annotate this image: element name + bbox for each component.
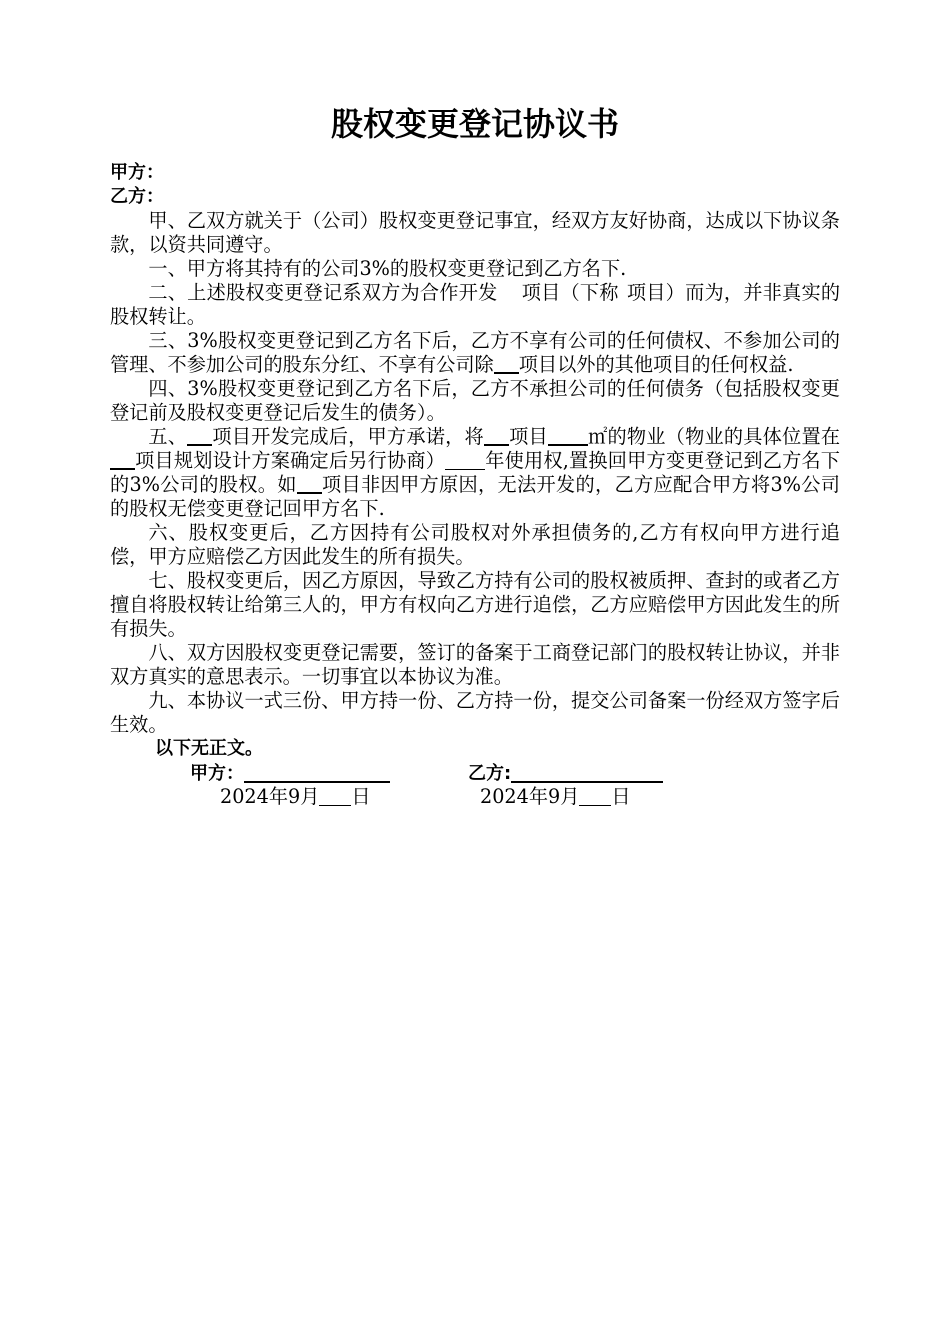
clause-3-part-b: 项目以外的其他项目的任何权益. (518, 353, 794, 376)
date-a-blank (319, 787, 351, 806)
date-b-prefix: 2024年9月 (480, 785, 580, 808)
clause-5-part-a: 五、 (148, 425, 188, 448)
clause-5-part-b: 项目开发完成后，甲方承诺，将 (212, 425, 484, 448)
clause-2-part-a: 二、上述股权变更登记系双方为合作开发 (148, 281, 498, 304)
blank-line (110, 450, 135, 470)
clause-7: 七、股权变更后，因乙方原因，导致乙方持有公司的股权被质押、查封的或者乙方擅自将股权转让给第三人的，甲方有权向乙方进行追偿，乙方应赔偿甲方因此发生的所有损失。 (110, 569, 840, 640)
clause-4: 四、3%股权变更登记到乙方名下后，乙方不承担公司的任何债务（包括股权变更登记前及股权变更登记后发生的债务）。 (110, 377, 840, 424)
clause-5 (110, 425, 840, 521)
document-title: 股权变更登记协议书 (330, 105, 619, 143)
clause-9: 九、本协议一式三份、甲方持一份、乙方持一份，提交公司备案一份经双方签字后生效。 (110, 689, 840, 736)
clause-2 (110, 281, 840, 329)
date-party-a (220, 785, 371, 809)
signature-line-a (244, 761, 390, 783)
clause-5-part-f: 年使用权,置换回甲方变更登记到乙方名下的3%公司的股权。如 (110, 449, 840, 496)
clause-2-part-b: 项目（下称 (521, 281, 619, 304)
date-a-suffix: 日 (351, 785, 371, 808)
clause-8: 八、双方因股权变更登记需要，签订的备案于工商登记部门的股权转让协议，并非双方真实的意思表示。一切事宜以本协议为准。 (110, 641, 840, 688)
date-b-blank (579, 787, 611, 806)
clause-5-part-e: 项目规划设计方案确定后另行协商） (135, 449, 446, 472)
party-a-label: 甲方： (110, 162, 164, 183)
intro-paragraph: 甲、乙双方就关于（公司）股权变更登记事宜，经双方友好协商，达成以下协议条款，以资共同遵守。 (110, 209, 840, 256)
clause-3-part-a: 三、3%股权变更登记到乙方名下后，乙方不享有公司的任何债权、不参加公司的管理、不参加公司的股东分红、不享有公司除 (110, 329, 840, 376)
party-b-label: 乙方： (110, 186, 164, 207)
clause-5-part-c: 项目 (508, 425, 548, 448)
blank-line (297, 474, 322, 494)
blank-line (445, 451, 485, 470)
end-note: 以下无正文。 (155, 738, 263, 759)
clause-5-part-d: ㎡的物业（物业的具体位置在 (587, 425, 841, 448)
signature-party-b (468, 761, 663, 786)
signature-party-a (190, 761, 390, 786)
blank-line (187, 426, 212, 446)
signature-row (110, 761, 840, 785)
signature-line-b (511, 761, 663, 783)
blank-line (484, 426, 509, 446)
clause-2-part-c: 项目）而为，并非真实的股权转让。 (110, 281, 841, 328)
clause-5-part-g: 项目非因甲方原因，无法开发的，乙方应配合甲方将3%公司的股权无偿变更登记回甲方名下. (110, 473, 840, 520)
clause-6: 六、股权变更后，乙方因持有公司股权对外承担债务的,乙方有权向甲方进行追偿，甲方应赔偿乙方因此发生的所有损失。 (110, 521, 840, 568)
blank-line (494, 354, 519, 374)
clause-3 (110, 329, 840, 377)
date-a-prefix: 2024年9月 (220, 785, 320, 808)
date-b-suffix: 日 (611, 785, 631, 808)
document-body (110, 161, 840, 809)
signature-party-b-label: 乙方: (468, 763, 512, 784)
blank-line (548, 426, 588, 446)
date-row (110, 785, 840, 809)
date-party-b (480, 785, 631, 809)
signature-party-a-label: 甲方： (190, 763, 244, 784)
clause-1: 一、甲方将其持有的公司3%的股权变更登记到乙方名下. (148, 257, 627, 280)
